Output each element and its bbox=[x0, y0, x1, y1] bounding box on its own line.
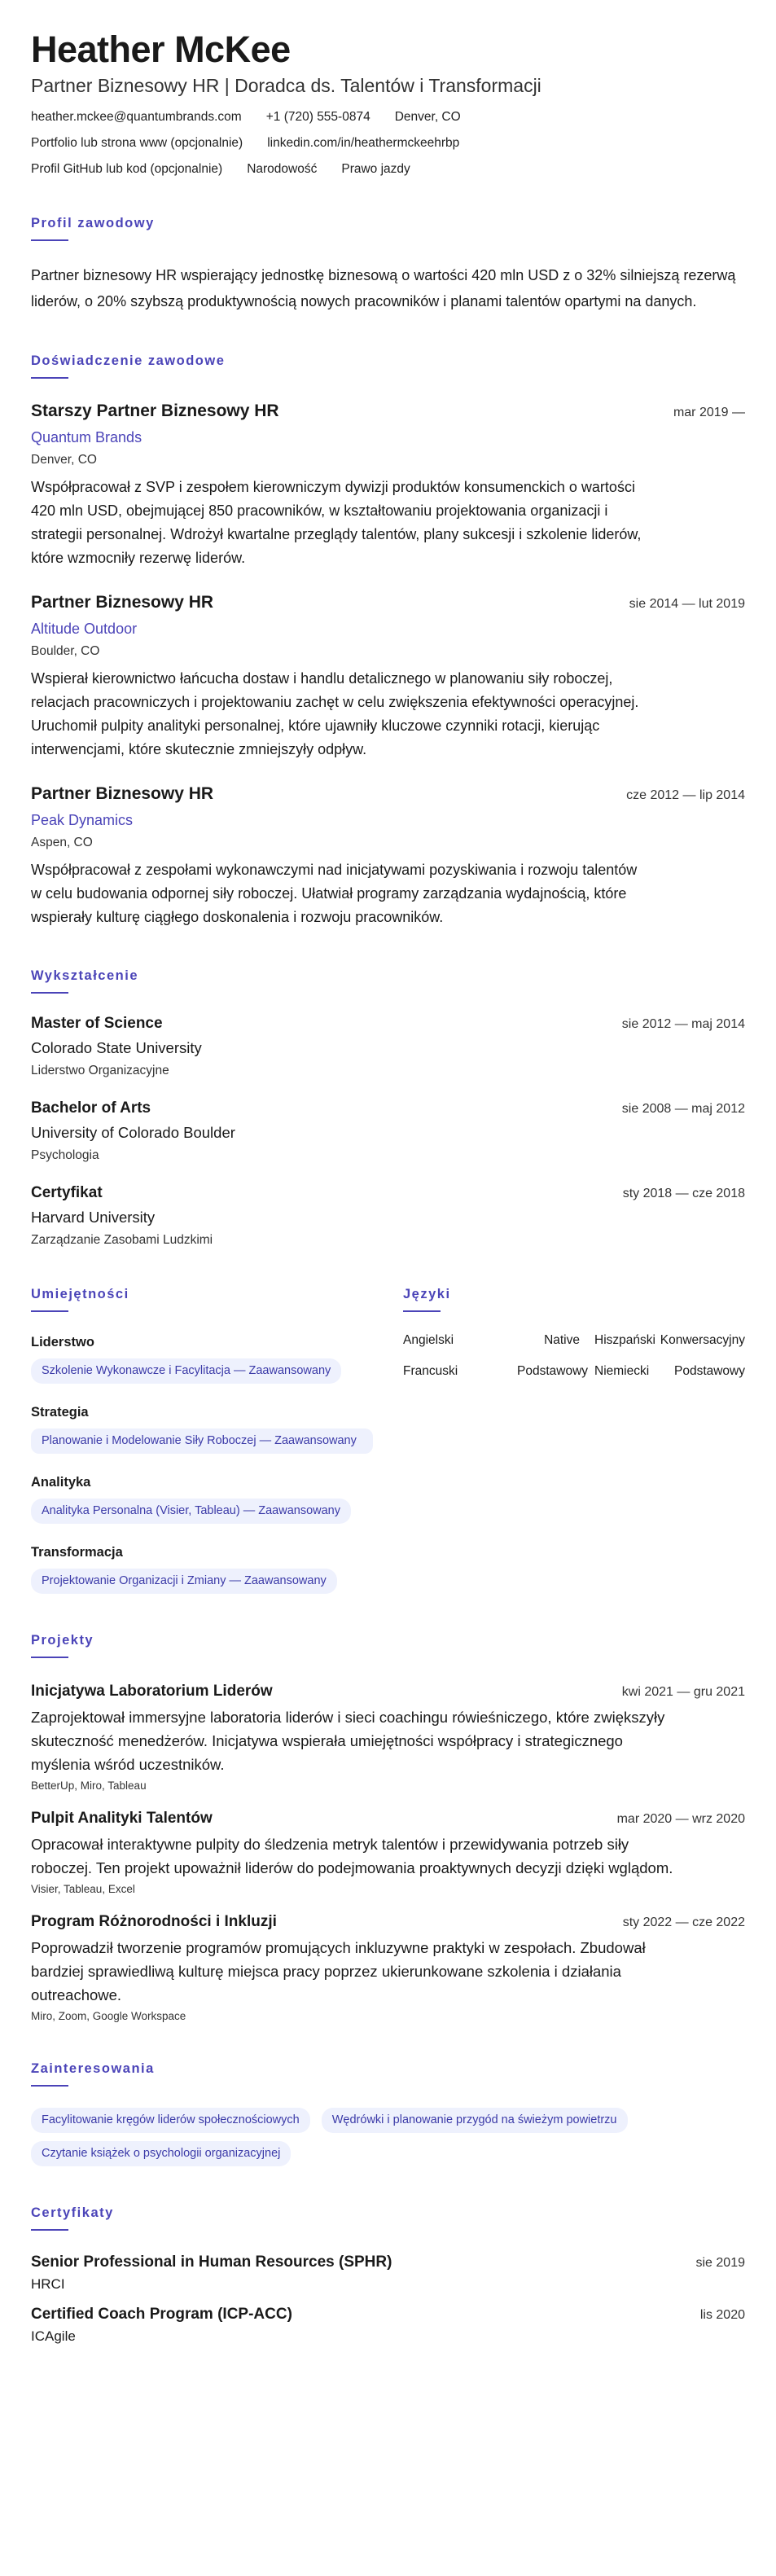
job-entry bbox=[31, 593, 745, 761]
edu-date: sie 2012 — maj 2014 bbox=[621, 1017, 745, 1031]
job-description: Wspierał kierownictwo łańcucha dostaw i handlu detalicznego w planowaniu siły roboczej, relacjach pracowniczych i projektowaniu zachęt w celu zwiększenia efektywności operacyjnej. Uruchomił pulpity analityki personalnej, które ujawniły kluczowe czynniki rotacji, kierując interwencjami, które skutecznie zmniejszyły odpływ. bbox=[31, 670, 639, 757]
job-entry bbox=[31, 784, 745, 929]
skill-category: Analityka bbox=[31, 1475, 91, 1490]
education-section bbox=[31, 968, 745, 1248]
edu-field: Zarządzanie Zasobami Ludzkimi bbox=[31, 1233, 213, 1247]
section-title: Umiejętności bbox=[31, 1287, 129, 1301]
certification-entry bbox=[31, 2253, 745, 2293]
language-name: Niemiecki bbox=[594, 1364, 650, 1378]
job-location: Denver, CO bbox=[31, 453, 97, 467]
skill-category: Liderstwo bbox=[31, 1335, 94, 1349]
skill-category: Transformacja bbox=[31, 1545, 123, 1560]
certifications-section bbox=[31, 2205, 745, 2345]
cert-date: sie 2019 bbox=[695, 2256, 745, 2270]
section-divider bbox=[31, 2229, 68, 2231]
section-divider bbox=[31, 2085, 68, 2087]
section-divider bbox=[31, 239, 68, 241]
driving-license-text: Prawo jazdy bbox=[341, 162, 410, 176]
profile-section bbox=[31, 216, 745, 314]
contact-row-3 bbox=[31, 162, 745, 177]
skill-pill: Projektowanie Organizacji i Zmiany — Zaawansowany bbox=[31, 1569, 337, 1594]
section-title: Doświadczenie zawodowe bbox=[31, 353, 226, 368]
edu-degree: Bachelor of Arts bbox=[31, 1099, 151, 1117]
cert-issuer: ICAgile bbox=[31, 2328, 76, 2344]
project-date: kwi 2021 — gru 2021 bbox=[621, 1685, 745, 1699]
languages-section bbox=[403, 1287, 745, 1594]
section-title: Projekty bbox=[31, 1633, 94, 1648]
job-location: Aspen, CO bbox=[31, 836, 93, 849]
job-description: Współpracował z zespołami wykonawczymi nad inicjatywami pozyskiwania i rozwoju talentów w celu budowania odpornej siły roboczej. Ułatwiał programy zarządzania wydajnością, które wspierały kulturę ciągłego doskonalenia i rozwoju pracowników. bbox=[31, 862, 638, 925]
skill-pill: Planowanie i Modelowanie Siły Roboczej — Zaawansowany bbox=[31, 1428, 373, 1454]
edu-school: University of Colorado Boulder bbox=[31, 1124, 235, 1141]
certification-entry bbox=[31, 2306, 745, 2345]
language-name: Angielski bbox=[403, 1333, 454, 1347]
email-link[interactable]: heather.mckee@quantumbrands.com bbox=[31, 110, 242, 124]
project-description: Zaprojektował immersyjne laboratoria liderów i sieci coachingu rówieśniczego, które zwiększyły skuteczność menedżerów. Inicjatywa wspierała umiejętności współpracy i strategicznego myślenia wśród uczestników. bbox=[31, 1709, 665, 1773]
section-title: Certyfikaty bbox=[31, 2205, 114, 2220]
section-title: Wykształcenie bbox=[31, 968, 139, 983]
linkedin-link[interactable]: linkedin.com/in/heathermckeehrbp bbox=[267, 136, 460, 150]
project-title: Program Różnorodności i Inkluzji bbox=[31, 1913, 277, 1930]
project-title: Pulpit Analityki Talentów bbox=[31, 1810, 213, 1827]
job-company: Peak Dynamics bbox=[31, 812, 134, 828]
project-tools: Miro, Zoom, Google Workspace bbox=[31, 2010, 186, 2022]
project-tools: Visier, Tableau, Excel bbox=[31, 1883, 135, 1895]
language-name: Francuski bbox=[403, 1364, 458, 1378]
job-title: Partner Biznesowy HR bbox=[31, 593, 214, 612]
section-divider bbox=[31, 992, 68, 994]
language-level: Native bbox=[544, 1333, 580, 1347]
job-description: Współpracował z SVP i zespołem kierowniczym dywizji produktów konsumenckich o wartości 420 mln USD, obejmującej 850 pracowników, w kształtowaniu projektowania organizacji i strategii personalnej. Wdrożył kwartalne przeglądy talentów, plany sukcesji i szkolenie liderów, które wzmocniły rezerwę liderów. bbox=[31, 479, 642, 566]
language-level: Konwersacyjny bbox=[660, 1333, 745, 1347]
project-entry bbox=[31, 1683, 745, 1792]
project-entry bbox=[31, 1913, 745, 2022]
education-entry bbox=[31, 1099, 745, 1163]
interests-section bbox=[31, 2061, 745, 2166]
job-entry bbox=[31, 402, 745, 570]
language-level: Podstawowy bbox=[673, 1364, 745, 1378]
cert-name: Certified Coach Program (ICP-ACC) bbox=[31, 2306, 292, 2323]
profile-summary: Partner biznesowy HR wspierający jednostkę biznesową o wartości 420 mln USD z o 32% silniejszą rezerwą liderów, o 20% szybszą produktywnością nowych pracowników i planami talentów opartymi na danych. bbox=[31, 267, 736, 309]
section-title: Zainteresowania bbox=[31, 2061, 155, 2076]
project-date: sty 2022 — cze 2022 bbox=[622, 1916, 745, 1929]
nationality-text: Narodowość bbox=[247, 162, 318, 176]
skill-category: Strategia bbox=[31, 1405, 89, 1420]
experience-section bbox=[31, 353, 745, 929]
section-divider bbox=[403, 1310, 441, 1312]
edu-school: Harvard University bbox=[31, 1209, 156, 1226]
interest-pill: Czytanie książek o psychologii organizacyjnej bbox=[31, 2141, 291, 2166]
section-divider bbox=[31, 377, 68, 379]
person-name: Heather McKee bbox=[31, 29, 291, 70]
job-title: Partner Biznesowy HR bbox=[31, 784, 214, 803]
location-text: Denver, CO bbox=[394, 110, 461, 124]
job-date: mar 2019 — bbox=[673, 406, 745, 419]
section-title: Profil zawodowy bbox=[31, 216, 155, 230]
project-tools: BetterUp, Miro, Tableau bbox=[31, 1780, 147, 1792]
edu-school: Colorado State University bbox=[31, 1039, 202, 1056]
languages-grid bbox=[403, 1333, 745, 1379]
edu-field: Liderstwo Organizacyjne bbox=[31, 1064, 169, 1077]
job-company: Quantum Brands bbox=[31, 429, 142, 445]
language-level: Podstawowy bbox=[517, 1364, 589, 1378]
section-divider bbox=[31, 1657, 68, 1658]
contact-row-2 bbox=[31, 136, 745, 151]
github-link[interactable]: Profil GitHub lub kod (opcjonalnie) bbox=[31, 162, 223, 176]
education-entry bbox=[31, 1015, 745, 1078]
cert-name: Senior Professional in Human Resources (SPHR) bbox=[31, 2253, 392, 2271]
section-divider bbox=[31, 1310, 68, 1312]
job-title: Starszy Partner Biznesowy HR bbox=[31, 402, 279, 420]
section-title: Języki bbox=[403, 1287, 451, 1301]
interests-list bbox=[31, 2108, 731, 2166]
skill-pill: Szkolenie Wykonawcze i Facylitacja — Zaawansowany bbox=[31, 1358, 341, 1384]
education-entry bbox=[31, 1184, 745, 1248]
edu-field: Psychologia bbox=[31, 1148, 99, 1162]
edu-date: sie 2008 — maj 2012 bbox=[621, 1102, 745, 1116]
project-description: Poprowadził tworzenie programów promujących inkluzywne praktyki w zespołach. Zbudował bardziej sprawiedliwą kulturę miejsca pracy poprzez ukierunkowane szkolenia i działania outreachowe. bbox=[31, 1939, 646, 2003]
skills-section bbox=[31, 1287, 403, 1594]
cert-issuer: HRCI bbox=[31, 2276, 65, 2292]
job-date: sie 2014 — lut 2019 bbox=[629, 597, 745, 611]
phone-link[interactable]: +1 (720) 555-0874 bbox=[265, 110, 370, 124]
person-headline: Partner Biznesowy HR | Doradca ds. Talentów i Transformacji bbox=[31, 75, 541, 96]
job-location: Boulder, CO bbox=[31, 644, 100, 658]
skills-languages-row bbox=[31, 1287, 745, 1594]
edu-degree: Certyfikat bbox=[31, 1184, 103, 1201]
interest-pill: Facylitowanie kręgów liderów społecznościowych bbox=[31, 2108, 310, 2133]
project-date: mar 2020 — wrz 2020 bbox=[616, 1812, 745, 1826]
edu-degree: Master of Science bbox=[31, 1015, 163, 1032]
language-name: Hiszpański bbox=[594, 1333, 655, 1347]
skill-pill: Analityka Personalna (Visier, Tableau) — Zaawansowany bbox=[31, 1499, 351, 1524]
projects-section bbox=[31, 1633, 745, 2022]
cert-date: lis 2020 bbox=[699, 2308, 745, 2322]
contact-row-1 bbox=[31, 110, 745, 125]
job-company: Altitude Outdoor bbox=[31, 621, 138, 637]
edu-date: sty 2018 — cze 2018 bbox=[622, 1187, 745, 1200]
interest-pill: Wędrówki i planowanie przygód na świeżym powietrzu bbox=[322, 2108, 628, 2133]
portfolio-link[interactable]: Portfolio lub strona www (opcjonalnie) bbox=[31, 136, 243, 150]
resume-header bbox=[31, 28, 745, 177]
project-description: Opracował interaktywne pulpity do śledzenia metryk talentów i przewidywania potrzeb siły roboczej. Ten projekt upoważnił liderów do podejmowania proaktywnych decyzji dzięki wglądom. bbox=[31, 1836, 673, 1876]
job-date: cze 2012 — lip 2014 bbox=[626, 788, 745, 802]
project-title: Inicjatywa Laboratorium Liderów bbox=[31, 1683, 273, 1700]
project-entry bbox=[31, 1810, 745, 1895]
